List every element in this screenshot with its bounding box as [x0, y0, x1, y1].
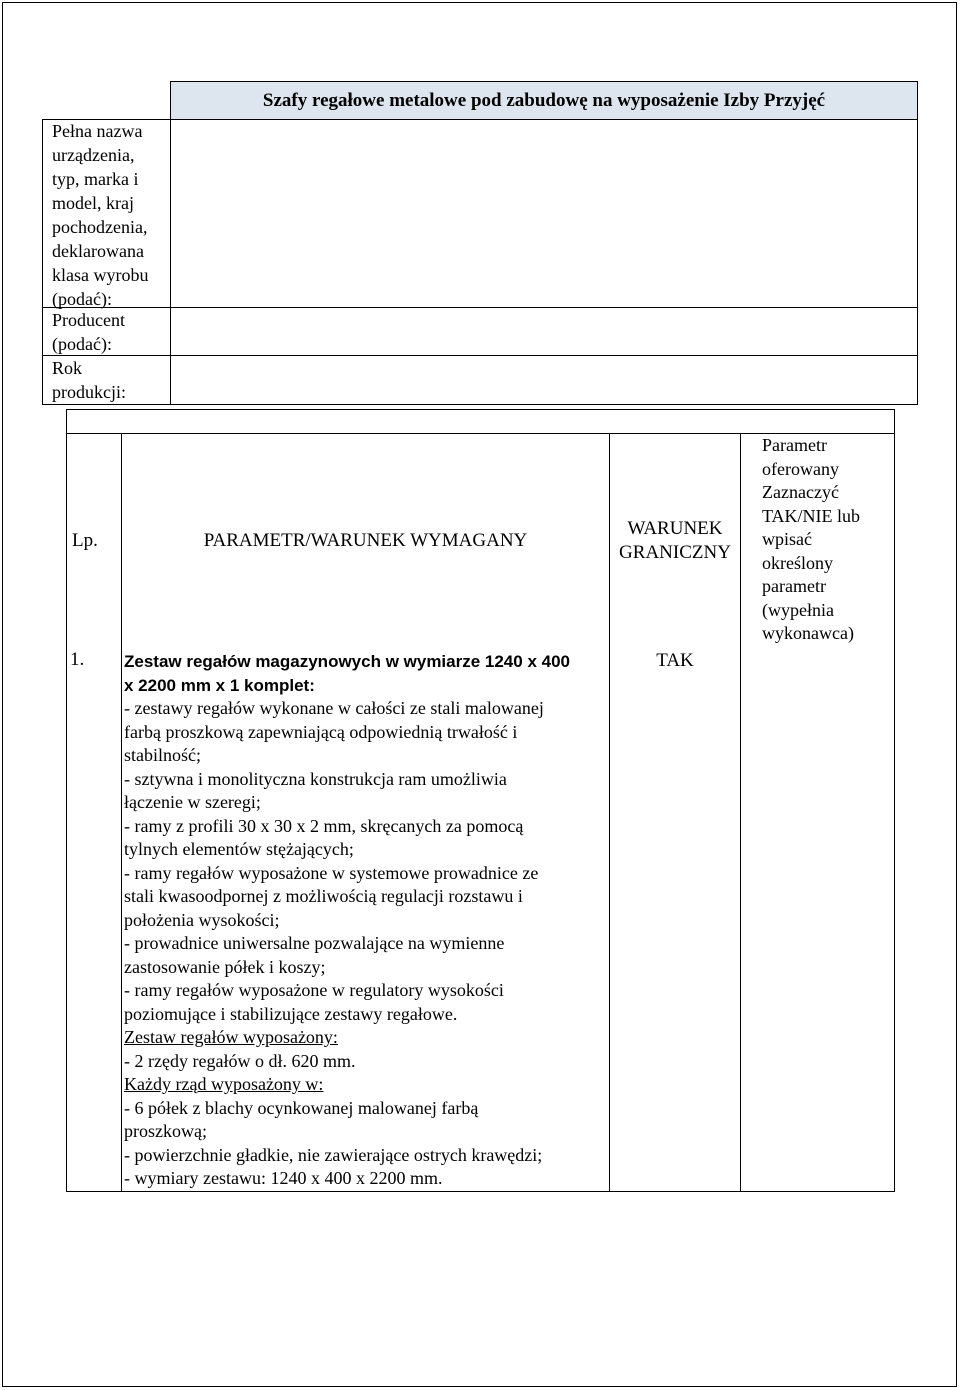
table-title: Szafy regałowe metalowe pod zabudowę na wyposażenie Izby Przyjęć	[170, 81, 918, 119]
limit-value: TAK	[656, 650, 694, 671]
device-info-table	[42, 81, 918, 405]
column-divider	[121, 433, 122, 1192]
producer-label: Producent (podać):	[52, 310, 125, 354]
row-divider	[42, 355, 918, 356]
row-description: Zestaw regałów magazynowych w wymiarze 1240 x 400 x 2200 mm x 1 komplet: - zestawy regałów wykonane w całości ze stali malowanej farbą proszkową zapewniającą odpowiednią trwałość i stabilność; - sztywna i monolityczna konstrukcja ram umożliwia łączenie w szeregi; - ramy z profili 30 x 30 x 2 mm, skręcanych za pomocą tylnych elementów stężających; - ramy regałów wyposażone w systemowe prowadnice ze stali kwasoodpornej z możliwością regulacji rozstawu i położenia wysokości; - prowadnice uniwersalne pozwalające na wymienne zastosowanie półek i koszy; - ramy regałów wyposażone w regulatory wysokości poziomujące i stabilizujące zestawy regałowe. Zestaw regałów wyposażony: - 2 rzędy regałów o dł. 620 mm. Każdy rząd wyposażony w: - 6 półek z blachy ocynkowanej malowanej farbą proszkową; - powierzchnie gładkie, nie zawierające ostrych krawędzi; - wymiary zestawu: 1240 x 400 x 2200 mm.	[124, 650, 614, 1191]
lp-header: Lp.	[72, 530, 98, 551]
param-header: PARAMETR/WARUNEK WYMAGANY	[203, 530, 528, 551]
offered-header: Parametr oferowany Zaznaczyć TAK/NIE lub wpisać określony parametr (wypełnia wykonawca)	[762, 435, 861, 643]
value-column	[170, 119, 918, 405]
row-title: Zestaw regałów magazynowych w wymiarze 1240 x 400 x 2200 mm x 1 komplet:	[124, 652, 570, 695]
row-divider	[42, 307, 918, 308]
limit-header: WARUNEK GRANICZNY	[619, 518, 731, 563]
production-year-label: Rok produkcji:	[52, 358, 126, 402]
column-divider	[740, 433, 741, 1192]
subheading-equipment: Zestaw regałów wyposażony:	[124, 1027, 338, 1047]
subheading-each-row: Każdy rząd wyposażony w:	[124, 1074, 324, 1094]
device-name-label: Pełna nazwa urządzenia, typ, marka i model, kraj pochodzenia, deklarowana klasa wyrobu (podać):	[52, 121, 149, 309]
spec-table	[66, 409, 895, 1192]
row-number: 1.	[70, 649, 85, 670]
row-lines: - zestawy regałów wykonane w całości ze stali malowanej farbą proszkową zapewniającą odpowiednią trwałość i stabilność; - sztywna i monolityczna konstrukcja ram umożliwia łączenie w szeregi; - ramy z profili 30 x 30 x 2 mm, skręcanych za pomocą tylnych elementów stężających; - ramy regałów wyposażone w systemowe prowadnice ze stali kwasoodpornej z możliwością regulacji rozstawu i położenia wysokości; - prowadnice uniwersalne pozwalające na wymienne zastosowanie półek i koszy; - ramy regałów wyposażone w regulatory wysokości poziomujące i stabilizujące zestawy regałowe.	[124, 698, 544, 1024]
